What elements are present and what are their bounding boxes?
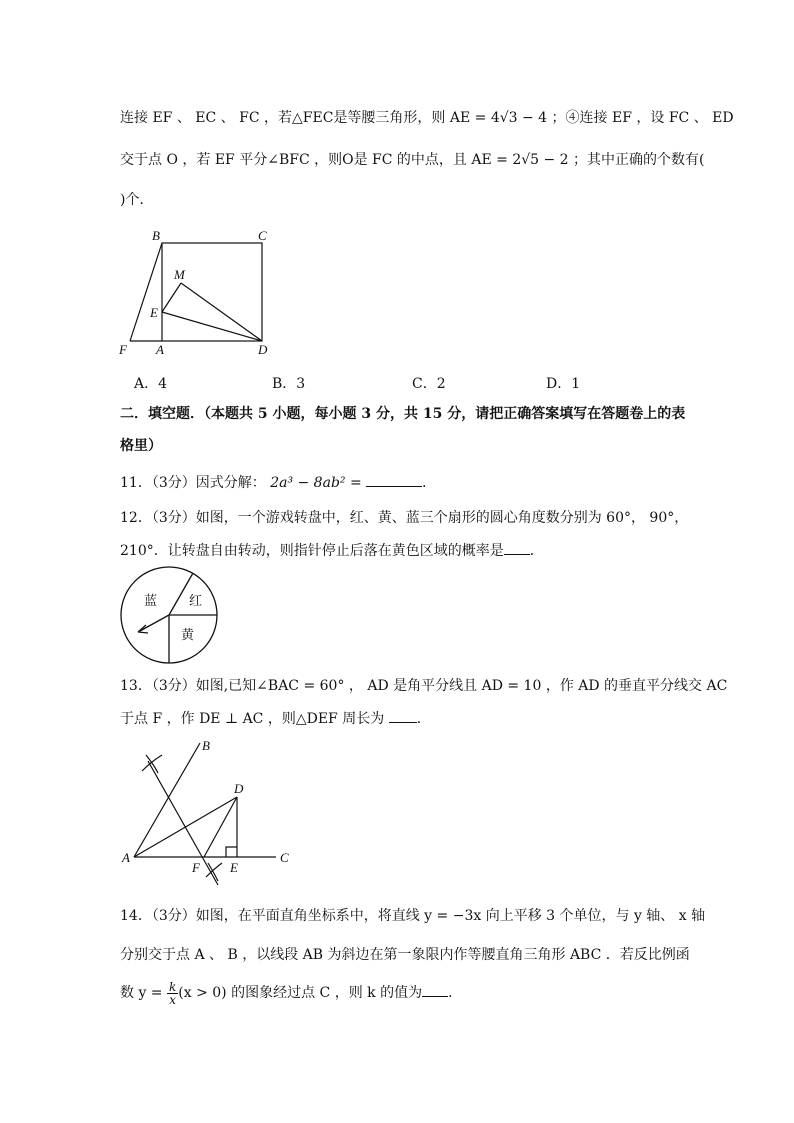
q11-prefix: 11．（3分）因式分解：: [120, 475, 266, 491]
spinner-pointer: [140, 615, 169, 631]
section2-heading-line-2: 格里）: [120, 438, 162, 454]
q14-line-3: [120, 978, 462, 1008]
q10-line-3: )个．: [120, 192, 154, 208]
q11-expression: 2a³ − 8ab² =: [270, 475, 362, 491]
label-d: D: [234, 781, 244, 796]
q14-line-3-prefix: 数 y =: [120, 985, 163, 1001]
segment-ed: [162, 312, 262, 341]
label-c: C: [258, 228, 267, 243]
q10-option-a[interactable]: A．4: [134, 376, 168, 392]
perpendicular-bisector: [148, 761, 218, 885]
label-b: B: [152, 228, 160, 243]
q12-suffix: ．: [529, 543, 544, 559]
q11-line: [120, 472, 436, 493]
q12-spinner-figure: [118, 565, 222, 667]
q10-option-b[interactable]: B．3: [272, 376, 306, 392]
sector-label-red: 红: [189, 593, 203, 608]
label-a: A: [122, 850, 130, 865]
sector-label-yellow: 黄: [181, 627, 195, 642]
q11-suffix: ．: [422, 475, 437, 491]
label-e: E: [230, 860, 238, 875]
q13-line-2: [120, 708, 431, 729]
q11-answer-blank[interactable]: [366, 472, 422, 487]
label-d: D: [258, 342, 268, 357]
fraction-denominator: x: [169, 992, 177, 1007]
q14-suffix: ．: [448, 985, 463, 1001]
q10-square-figure: [110, 225, 280, 360]
sector-label-blue: 蓝: [144, 593, 158, 608]
label-e: E: [150, 305, 158, 320]
q10-option-c[interactable]: C．2: [412, 376, 446, 392]
ray-ab: [134, 743, 200, 857]
section2-heading-line-1: 二．填空题．（本题共 5 小题，每小题 3 分，共 15 分，请把正确答案填写在答题卷上的表: [120, 406, 686, 422]
label-f: F: [192, 860, 200, 875]
q10-line-1: 连接 EF 、 EC 、 FC ，若△FEC是等腰三角形，则 AE = 4√3 − 4 ；④连接 EF ，设 FC 、 ED: [120, 110, 734, 126]
q10-line-2: 交于点 O ，若 EF 平分∠BFC ，则O是 FC 的中点，且 AE = 2√5 − 2 ；其中正确的个数有(: [120, 152, 705, 168]
segment-bf: [130, 243, 162, 341]
q13-answer-blank[interactable]: [389, 708, 417, 723]
q12-line-1: 12．（3分）如图，一个游戏转盘中，红、黄、蓝三个扇形的圆心角度数分别为 60°， 90°，: [120, 510, 689, 526]
q14-line-2: 分别交于点 A 、 B ，以线段 AB 为斜边在第一象限内作等腰直角三角形 ABC ．若反比例函: [120, 947, 690, 963]
fraction-numerator: k: [169, 979, 177, 994]
q14-fraction: [167, 981, 178, 1006]
segment-md: [181, 283, 262, 341]
label-c: C: [280, 850, 289, 865]
q12-line-2: [120, 540, 544, 561]
label-b: B: [202, 738, 210, 753]
segment-em: [162, 283, 181, 312]
arc-mark-top: [142, 755, 162, 773]
q13-angle-figure: [118, 735, 298, 887]
q13-line-2-text: 于点 F ，作 DE ⊥ AC ，则△DEF 周长为: [120, 711, 385, 727]
q14-line-3-mid: (x > 0) 的图象经过点 C ，则 k 的值为: [178, 985, 423, 1001]
right-angle-mark: [226, 847, 237, 857]
q12-line-2-text: 210°．让转盘自由转动，则指针停止后落在黄色区域的概率是: [120, 543, 504, 559]
q13-line-1: 13．（3分）如图,已知∠BAC = 60° ， AD 是角平分线且 AD = 10 ，作 AD 的垂直平分线交 AC: [120, 678, 728, 694]
q14-answer-blank[interactable]: [422, 982, 448, 997]
q14-line-1: 14．（3分）如图，在平面直角坐标系中，将直线 y = −3x 向上平移 3 个单位，与 y 轴、 x 轴: [120, 908, 706, 924]
q12-answer-blank[interactable]: [504, 540, 530, 555]
label-m: M: [174, 267, 185, 282]
label-a: A: [156, 342, 164, 357]
q10-option-d[interactable]: D．1: [546, 376, 581, 392]
label-f: F: [119, 342, 127, 357]
q13-suffix: ．: [416, 711, 431, 727]
